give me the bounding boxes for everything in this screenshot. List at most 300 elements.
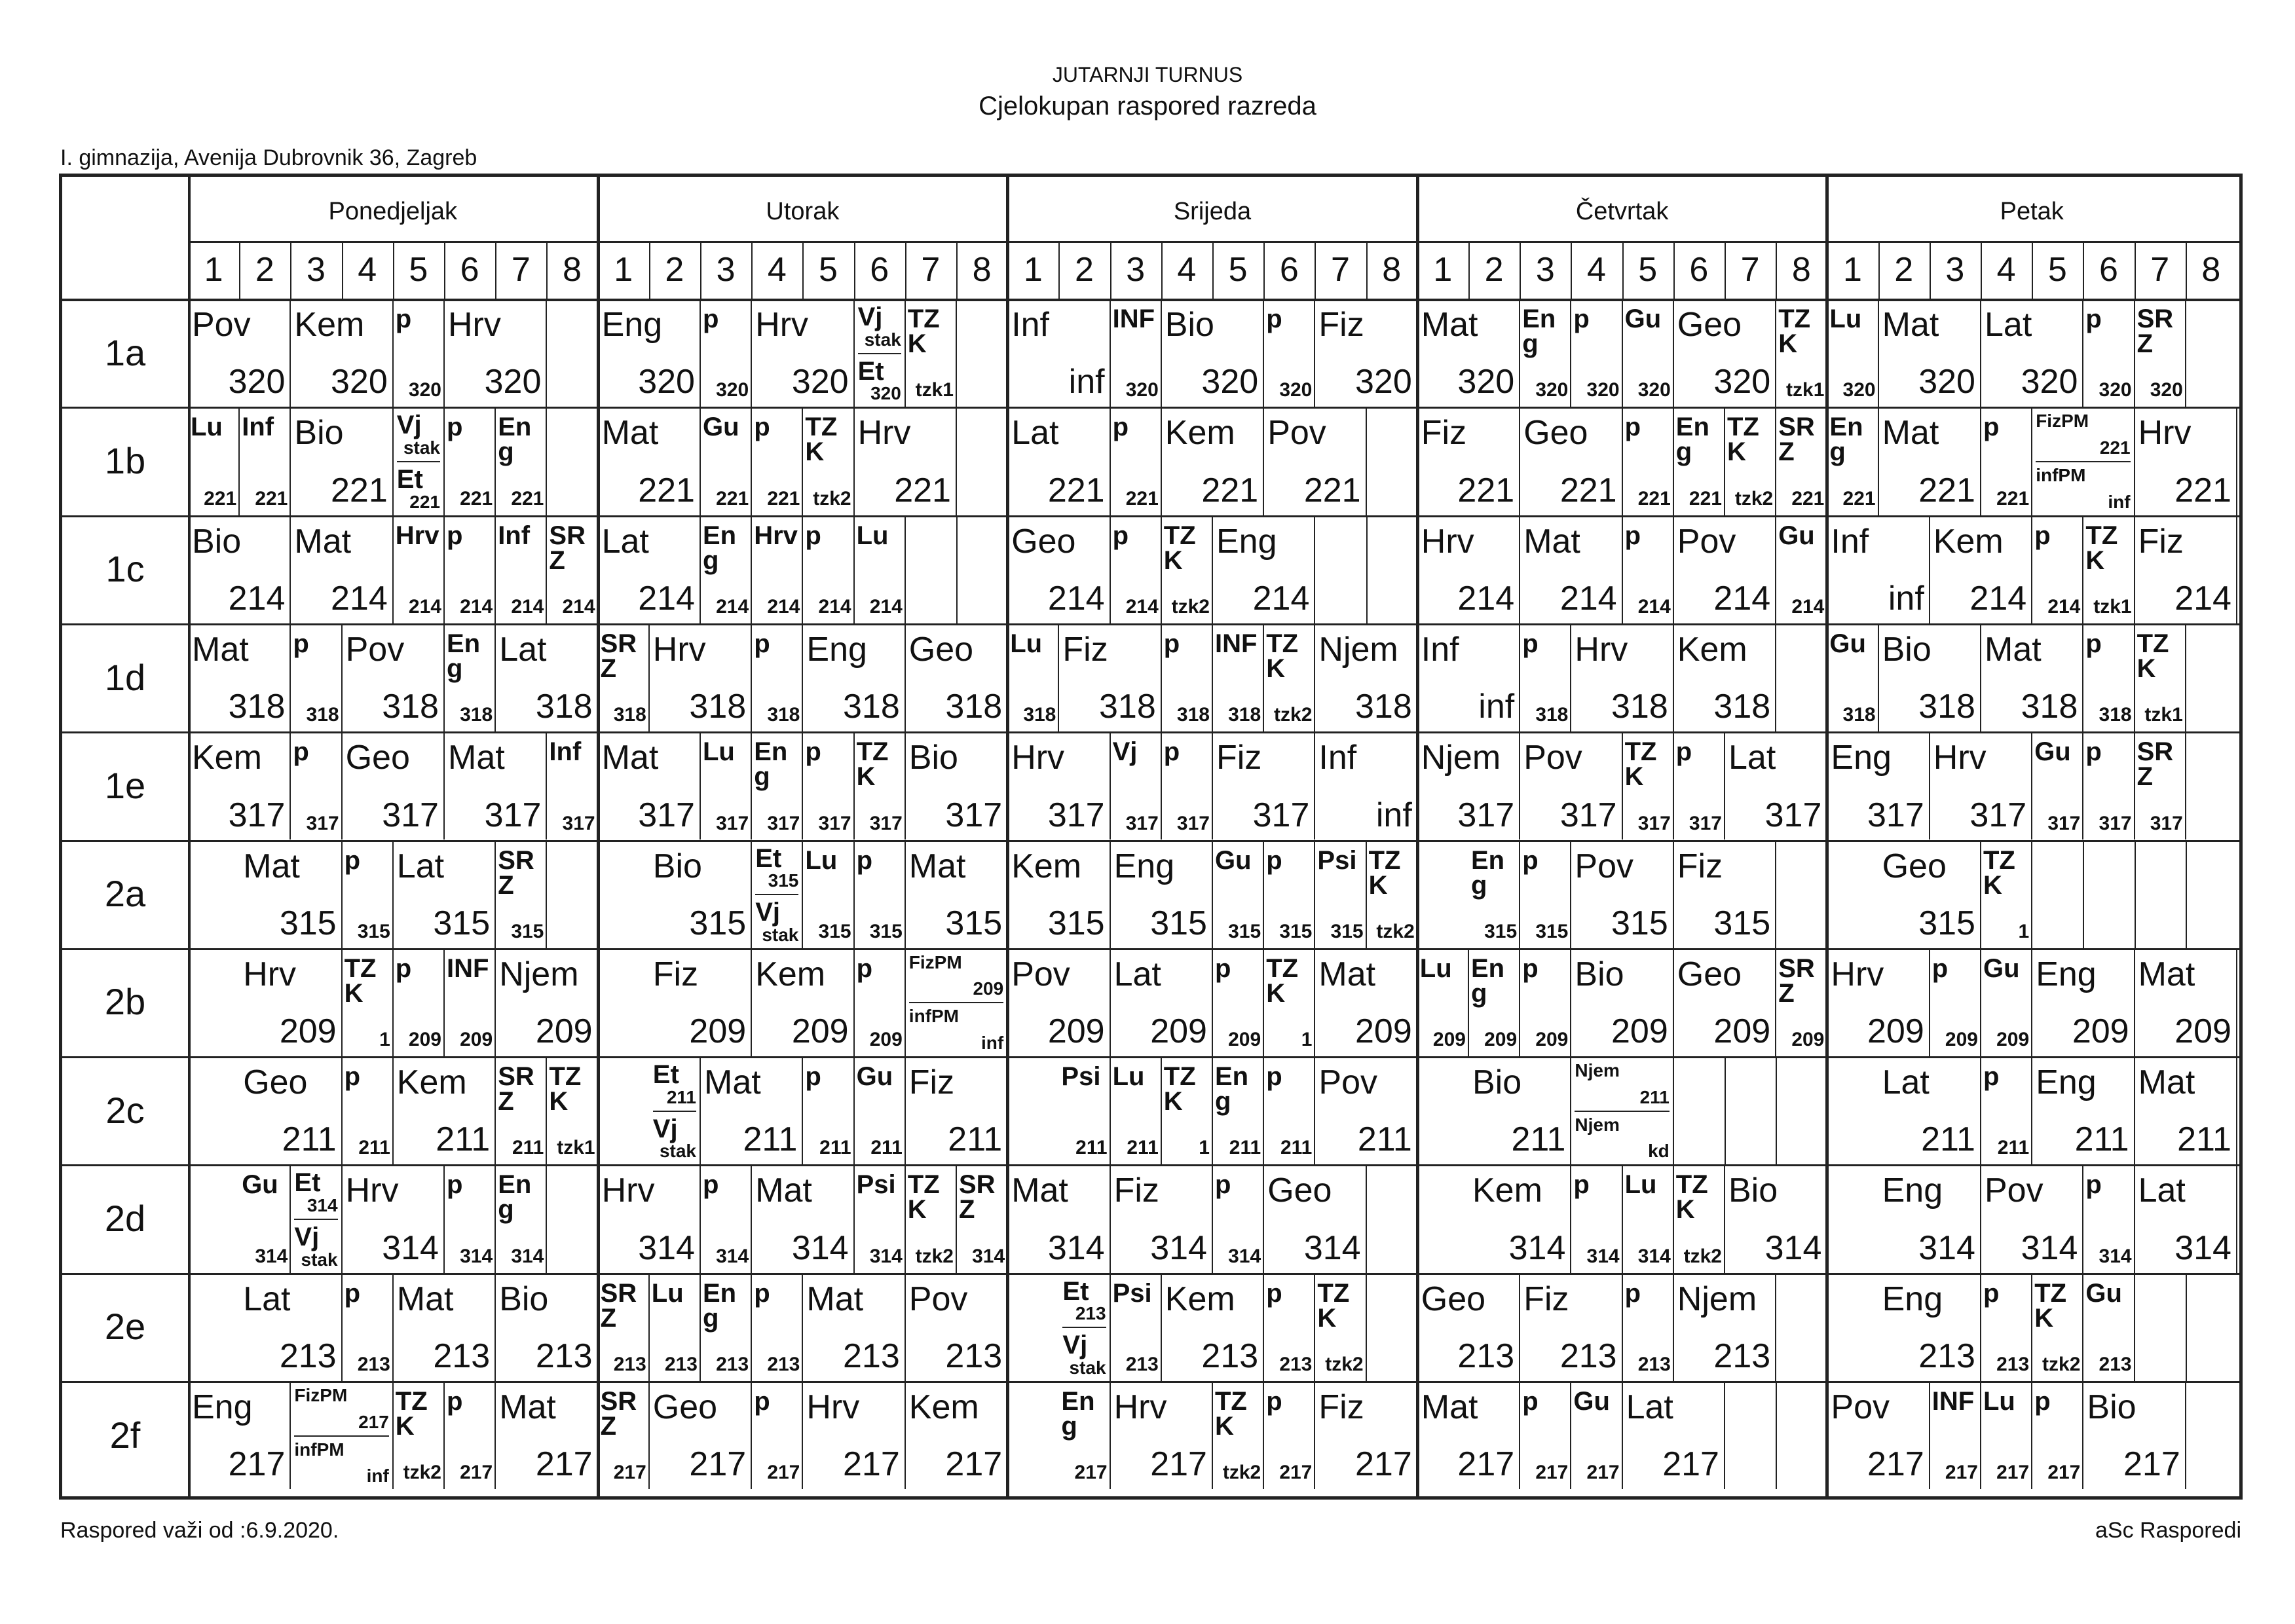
lesson-room: 213: [1918, 1337, 1975, 1375]
lesson-subject: p: [1522, 629, 1539, 658]
lesson-room: 214: [1252, 579, 1310, 618]
lesson-room: 320: [1457, 363, 1515, 401]
period-divider: [290, 241, 291, 299]
lesson-subject: INF: [1215, 629, 1258, 658]
lesson-room: 318: [767, 704, 800, 726]
lesson-subject: p: [1266, 1387, 1282, 1416]
lesson-subject: Njem: [1421, 739, 1501, 777]
lesson-room: 221: [1791, 487, 1825, 509]
lesson-room: 317: [1689, 812, 1722, 834]
lesson-room: 209: [1484, 1029, 1518, 1051]
lesson-room: 320: [2150, 379, 2183, 401]
lesson-room: stak: [403, 437, 440, 458]
class-label-1c: 1c: [105, 548, 145, 590]
lesson-room: 209: [1150, 1012, 1207, 1051]
lesson-subject: p: [293, 629, 309, 658]
lesson-subject: TZK: [907, 1170, 940, 1225]
lesson-subject: Kem: [1472, 1172, 1542, 1210]
lesson-subject: Lat: [499, 630, 547, 669]
lesson-room: 217: [535, 1445, 593, 1484]
period-number: 7: [2150, 251, 2170, 289]
period-number: 7: [921, 251, 941, 289]
cell-border: [2236, 407, 2237, 515]
empty-slot-divider: [1366, 515, 1368, 623]
lesson-subject: SRZ: [959, 1170, 996, 1225]
lesson-subject: Geo: [1421, 1280, 1486, 1318]
lesson-room: 213: [1457, 1337, 1515, 1375]
period-number: 2: [1894, 251, 1914, 289]
lesson-room: 317: [2150, 812, 2183, 834]
lesson-subject: p: [703, 1170, 719, 1200]
lesson-room: tzk2: [813, 487, 851, 509]
lesson-subject: Hrv: [754, 521, 798, 550]
lesson-subject: Psi: [1112, 1278, 1152, 1308]
lesson-subject: p: [1215, 953, 1231, 983]
lesson-room: 214: [408, 595, 441, 618]
cell-border: [546, 1164, 547, 1272]
lesson-room: 320: [2021, 363, 2078, 401]
lesson-subject: Hrv: [755, 306, 809, 344]
lesson-subject: p: [1522, 845, 1539, 875]
cell-border: [905, 515, 906, 623]
split-divider: [858, 353, 901, 354]
lesson-subject: Kem: [755, 955, 826, 993]
lesson-subject: Eng: [1882, 1280, 1943, 1318]
lesson-subject: Hrv: [601, 1172, 655, 1210]
lesson-room: 211: [743, 1120, 798, 1159]
lesson-subject: Lat: [601, 522, 649, 561]
lesson-room: 318: [613, 704, 646, 726]
lesson-room: 315: [1713, 904, 1771, 942]
lesson-room: tzk1: [557, 1137, 595, 1159]
lesson-subject: Mat: [1882, 414, 1939, 452]
lesson-subject: p: [805, 521, 821, 550]
lesson-subject: INF: [447, 953, 489, 983]
lesson-subject: p: [1266, 304, 1282, 333]
lesson-subject: p: [1983, 1062, 2000, 1092]
lesson-subject: Geo: [908, 630, 974, 669]
class-label-1d: 1d: [104, 656, 146, 698]
lesson-room: inf: [2108, 491, 2131, 512]
lesson-room: 314: [1918, 1228, 1975, 1267]
lesson-room: 318: [382, 688, 439, 726]
lesson-room: 217: [1355, 1445, 1412, 1484]
lesson-subject: Geo: [652, 1388, 718, 1426]
lesson-room: 314: [638, 1228, 695, 1267]
lesson-room: 214: [1559, 579, 1617, 618]
lesson-subject: Fiz: [1677, 847, 1723, 885]
lesson-room: 221: [1637, 487, 1671, 509]
lesson-subject: Fiz: [1113, 1172, 1159, 1210]
lesson-room: 320: [1279, 379, 1313, 401]
lesson-room: 317: [1176, 812, 1210, 834]
period-number: 8: [1791, 251, 1811, 289]
lesson-room: 213: [1713, 1337, 1771, 1375]
lesson-room: 217: [1457, 1445, 1515, 1484]
lesson-room: 318: [1228, 704, 1261, 726]
lesson-subject: p: [395, 304, 412, 333]
split-divider: [294, 1435, 388, 1437]
cell-border: [2236, 1164, 2237, 1272]
lesson-room: 315: [511, 920, 544, 942]
period-divider: [854, 241, 855, 299]
lesson-room: 209: [1355, 1012, 1412, 1051]
lesson-room: 214: [1125, 595, 1159, 618]
lesson-subject: Inf: [242, 413, 274, 442]
lesson-subject: FizPM: [908, 951, 962, 972]
period-divider: [239, 241, 240, 299]
lesson-room: 315: [1279, 920, 1313, 942]
cell-border: [597, 948, 599, 1056]
lesson-room: 314: [1586, 1245, 1620, 1267]
lesson-subject: Hrv: [1421, 522, 1474, 561]
lesson-room: 317: [945, 796, 1003, 834]
lesson-room: 209: [535, 1012, 593, 1051]
lesson-room: 317: [1457, 796, 1515, 834]
lesson-room: 318: [1355, 688, 1412, 726]
lesson-room: 213: [843, 1337, 900, 1375]
lesson-room: 315: [945, 904, 1003, 942]
lesson-room: 217: [767, 1462, 800, 1484]
day-header-1: Utorak: [766, 198, 840, 225]
lesson-room: 318: [2021, 688, 2078, 726]
lesson-room: 317: [1637, 812, 1671, 834]
lesson-room: 314: [1764, 1228, 1822, 1267]
lesson-room: 213: [945, 1337, 1003, 1375]
lesson-room: 209: [1432, 1029, 1466, 1051]
lesson-subject: Hrv: [1011, 739, 1065, 777]
lesson-room: 209: [279, 1012, 337, 1051]
lesson-room: 314: [716, 1245, 749, 1267]
lesson-subject: Hrv: [1831, 955, 1884, 993]
lesson-subject: Hrv: [395, 521, 439, 550]
lesson-subject: INF: [1112, 304, 1155, 333]
lesson-subject: Kem: [1165, 414, 1235, 452]
lesson-subject: Lu: [1624, 1170, 1657, 1200]
lesson-room: 315: [1047, 904, 1105, 942]
cell-border: [1007, 1381, 1008, 1489]
row-divider: [62, 515, 2239, 517]
period-divider: [1263, 241, 1265, 299]
lesson-room: stak: [301, 1249, 338, 1270]
lesson-room: 318: [1535, 704, 1569, 726]
lesson-room: 320: [408, 379, 441, 401]
period-number: 1: [204, 251, 223, 289]
lesson-room: 317: [818, 812, 851, 834]
lesson-room: 315: [818, 920, 851, 942]
lesson-room: 214: [1047, 579, 1105, 618]
lesson-subject: Mat: [601, 739, 659, 777]
period-number: 5: [1638, 251, 1658, 289]
period-number: 8: [563, 251, 582, 289]
lesson-subject: Geo: [1677, 306, 1742, 344]
lesson-room: 221: [1457, 471, 1515, 509]
timetable-grid: [59, 174, 2243, 1500]
lesson-subject: Geo: [243, 1063, 308, 1102]
lesson-room: tzk2: [1274, 704, 1313, 726]
lesson-room: 317: [767, 812, 800, 834]
lesson-subject: Bio: [908, 739, 958, 777]
lesson-subject: Et: [294, 1168, 321, 1198]
cell-border: [1007, 1273, 1008, 1381]
cell-border: [2236, 948, 2237, 1056]
lesson-subject: p: [1675, 737, 1692, 767]
lesson-room: tzk2: [915, 1245, 954, 1267]
lesson-room: 318: [1611, 688, 1668, 726]
lesson-subject: Hrv: [243, 955, 297, 993]
lesson-subject: Bio: [499, 1280, 549, 1318]
lesson-room: 209: [1945, 1029, 1978, 1051]
lesson-subject: TZK: [805, 413, 838, 467]
lesson-room: 213: [1201, 1337, 1259, 1375]
lesson-subject: p: [1163, 737, 1180, 767]
lesson-subject: Pov: [1523, 739, 1582, 777]
lesson-subject: Et: [857, 356, 884, 386]
lesson-room: stak: [1069, 1357, 1106, 1378]
class-label-2b: 2b: [104, 981, 146, 1023]
period-divider: [802, 241, 804, 299]
lesson-room: 318: [1099, 688, 1156, 726]
lesson-subject: Gu: [1573, 1387, 1610, 1416]
lesson-room: tzk2: [2042, 1354, 2081, 1375]
period-divider: [1520, 241, 1521, 299]
lesson-room: 211: [1357, 1120, 1412, 1159]
lesson-room: 315: [869, 920, 903, 942]
lesson-subject: TZK: [1983, 845, 2015, 900]
lesson-subject: Et: [652, 1060, 679, 1090]
lesson-room: 320: [1125, 379, 1159, 401]
lesson-room: 217: [460, 1462, 493, 1484]
lesson-subject: SRZ: [600, 1387, 637, 1441]
lesson-subject: Eng: [2036, 1063, 2097, 1102]
lesson-subject: Hrv: [1113, 1388, 1167, 1426]
lesson-room: 314: [307, 1195, 338, 1216]
lesson-subject: p: [1624, 521, 1641, 550]
period-divider: [2083, 241, 2084, 299]
row-divider: [62, 1056, 2239, 1058]
lesson-subject: p: [395, 953, 412, 983]
lesson-subject: p: [344, 845, 361, 875]
lesson-subject: Pov: [1267, 414, 1326, 452]
lesson-subject: Pov: [1011, 955, 1070, 993]
lesson-room: 318: [843, 688, 900, 726]
lesson-subject: Gu: [242, 1170, 278, 1200]
lesson-room: 221: [255, 487, 288, 509]
lesson-subject: p: [754, 629, 770, 658]
lesson-subject: Vj: [294, 1223, 320, 1252]
lesson-subject: Et: [755, 843, 782, 873]
lesson-subject: p: [1266, 845, 1282, 875]
lesson-subject: Hrv: [448, 306, 501, 344]
lesson-room: 221: [1303, 471, 1361, 509]
lesson-room: 317: [1867, 796, 1924, 834]
period-divider: [1981, 241, 1982, 299]
lesson-subject: Mat: [294, 522, 352, 561]
period-divider: [1571, 241, 1572, 299]
lesson-subject: p: [2085, 629, 2102, 658]
day-header-0: Ponedjeljak: [328, 198, 458, 225]
lesson-subject: Lu: [703, 737, 735, 767]
class-label-2e: 2e: [104, 1306, 146, 1348]
lesson-subject: Pov: [1318, 1063, 1377, 1102]
lesson-subject: p: [1983, 1278, 2000, 1308]
lesson-subject: TZK: [2085, 521, 2118, 575]
cell-border: [2031, 840, 2032, 948]
lesson-subject: Njem: [1575, 1060, 1620, 1081]
lesson-room: 209: [1535, 1029, 1569, 1051]
period-number: 5: [409, 251, 428, 289]
cell-border: [1417, 840, 1418, 948]
row-divider: [62, 840, 2239, 842]
lesson-room: 320: [1355, 363, 1412, 401]
lesson-subject: Lat: [1728, 739, 1776, 777]
lesson-subject: Lu: [651, 1278, 684, 1308]
school-address: I. gimnazija, Avenija Dubrovnik 36, Zagreb: [60, 145, 477, 170]
split-divider: [1062, 1327, 1106, 1328]
lesson-subject: Bio: [2087, 1388, 2136, 1426]
lesson-room: 209: [460, 1029, 493, 1051]
lesson-subject: Lu: [856, 521, 889, 550]
lesson-room: 314: [1228, 1245, 1261, 1267]
lesson-room: inf: [980, 1033, 1004, 1054]
lesson-subject: Pov: [1677, 522, 1736, 561]
lesson-room: 213: [1125, 1354, 1159, 1375]
lesson-room: 209: [1791, 1029, 1825, 1051]
lesson-room: 211: [1280, 1137, 1313, 1159]
period-divider: [649, 241, 650, 299]
cell-border: [956, 407, 957, 515]
split-divider: [755, 894, 798, 895]
lesson-room: 314: [791, 1228, 849, 1267]
cell-border: [1007, 1056, 1008, 1164]
lesson-room: 320: [1918, 363, 1975, 401]
split-divider: [909, 1002, 1003, 1003]
lesson-room: 320: [1713, 363, 1771, 401]
lesson-subject: Geo: [1882, 847, 1947, 885]
period-number: 5: [1228, 251, 1248, 289]
lesson-subject: SRZ: [549, 521, 586, 575]
lesson-subject: SRZ: [2136, 304, 2174, 358]
lesson-room: 1: [1301, 1029, 1313, 1051]
period-number: 3: [1945, 251, 1965, 289]
lesson-room: 314: [1637, 1245, 1671, 1267]
lesson-room: 213: [1279, 1354, 1313, 1375]
lesson-subject: SRZ: [600, 1278, 637, 1333]
period-number: 2: [1075, 251, 1094, 289]
period-divider: [342, 241, 343, 299]
lesson-subject: Mat: [2138, 955, 2195, 993]
lesson-room: 217: [1867, 1445, 1924, 1484]
lesson-room: 211: [1921, 1120, 1975, 1159]
empty-slot-divider: [2186, 1273, 2187, 1381]
lesson-subject: Lu: [1983, 1387, 2015, 1416]
row-divider: [62, 731, 2239, 733]
lesson-subject: p: [703, 304, 719, 333]
lesson-subject: p: [447, 1387, 463, 1416]
lesson-room: 320: [870, 383, 901, 404]
lesson-subject: Mat: [192, 630, 249, 669]
lesson-subject: Eng: [1215, 1062, 1249, 1116]
lesson-subject: Vj: [1062, 1331, 1088, 1360]
lesson-subject: Lat: [1985, 306, 2032, 344]
lesson-room: 217: [1586, 1462, 1620, 1484]
lesson-room: 318: [535, 688, 593, 726]
lesson-room: 320: [2099, 379, 2132, 401]
cell-border: [2185, 1381, 2186, 1489]
cell-border: [1314, 515, 1315, 623]
lesson-room: 221: [1125, 487, 1159, 509]
lesson-room: 317: [869, 812, 903, 834]
lesson-subject: Kem: [1677, 630, 1747, 669]
lesson-room: 314: [382, 1228, 439, 1267]
lesson-subject: Psi: [1317, 845, 1357, 875]
lesson-subject: Lat: [1011, 414, 1059, 452]
lesson-room: 213: [1075, 1303, 1106, 1324]
lesson-subject: Fiz: [908, 1063, 955, 1102]
cell-border: [1673, 1056, 1674, 1164]
period-number: 8: [2201, 251, 2221, 289]
lesson-subject: Inf: [498, 521, 531, 550]
lesson-subject: Eng: [1882, 1172, 1943, 1210]
lesson-subject: Mat: [1318, 955, 1376, 993]
lesson-subject: Fiz: [1421, 414, 1467, 452]
cell-border: [1775, 1273, 1776, 1381]
lesson-subject: SRZ: [1778, 413, 1815, 467]
lesson-subject: Eng: [447, 629, 481, 683]
lesson-room: 211: [1127, 1137, 1159, 1159]
lesson-subject: Inf: [1421, 630, 1459, 669]
lesson-room: 317: [2047, 812, 2081, 834]
lesson-subject: TZK: [1215, 1387, 1247, 1441]
lesson-subject: Eng: [498, 1170, 532, 1225]
lesson-subject: Mat: [704, 1063, 761, 1102]
lesson-room: 320: [638, 363, 695, 401]
lesson-subject: p: [293, 737, 309, 767]
period-number: 2: [665, 251, 684, 289]
lesson-subject: p: [2085, 737, 2102, 767]
period-number: 2: [255, 251, 274, 289]
lesson-subject: Geo: [345, 739, 410, 777]
lesson-subject: Et: [1062, 1276, 1089, 1306]
lesson-room: 315: [1330, 920, 1364, 942]
lesson-subject: Gu: [1983, 953, 2020, 983]
lesson-room: 318: [1918, 688, 1975, 726]
lesson-room: 315: [1918, 904, 1975, 942]
cell-border: [2134, 1273, 2135, 1381]
lesson-subject: Bio: [1472, 1063, 1522, 1102]
period-number: 2: [1484, 251, 1504, 289]
lesson-room: 317: [1969, 796, 2027, 834]
empty-slot-divider: [2186, 840, 2187, 948]
class-label-2f: 2f: [109, 1414, 141, 1456]
lesson-room: 315: [357, 920, 390, 942]
lesson-room: 320: [716, 379, 749, 401]
lesson-subject: Mat: [1011, 1172, 1068, 1210]
period-divider: [1673, 241, 1675, 299]
period-number: 5: [819, 251, 838, 289]
lesson-subject: TZK: [395, 1387, 428, 1441]
lesson-subject: Eng: [1675, 413, 1709, 467]
lesson-room: inf: [1375, 796, 1412, 834]
cell-border: [956, 299, 957, 407]
lesson-subject: Hrv: [857, 414, 911, 452]
lesson-room: 318: [460, 704, 493, 726]
lesson-room: 317: [1125, 812, 1159, 834]
period-number: 1: [1843, 251, 1862, 289]
cell-border: [2185, 299, 2186, 407]
lesson-room: tzk1: [1786, 379, 1825, 401]
lesson-subject: Mat: [499, 1388, 556, 1426]
